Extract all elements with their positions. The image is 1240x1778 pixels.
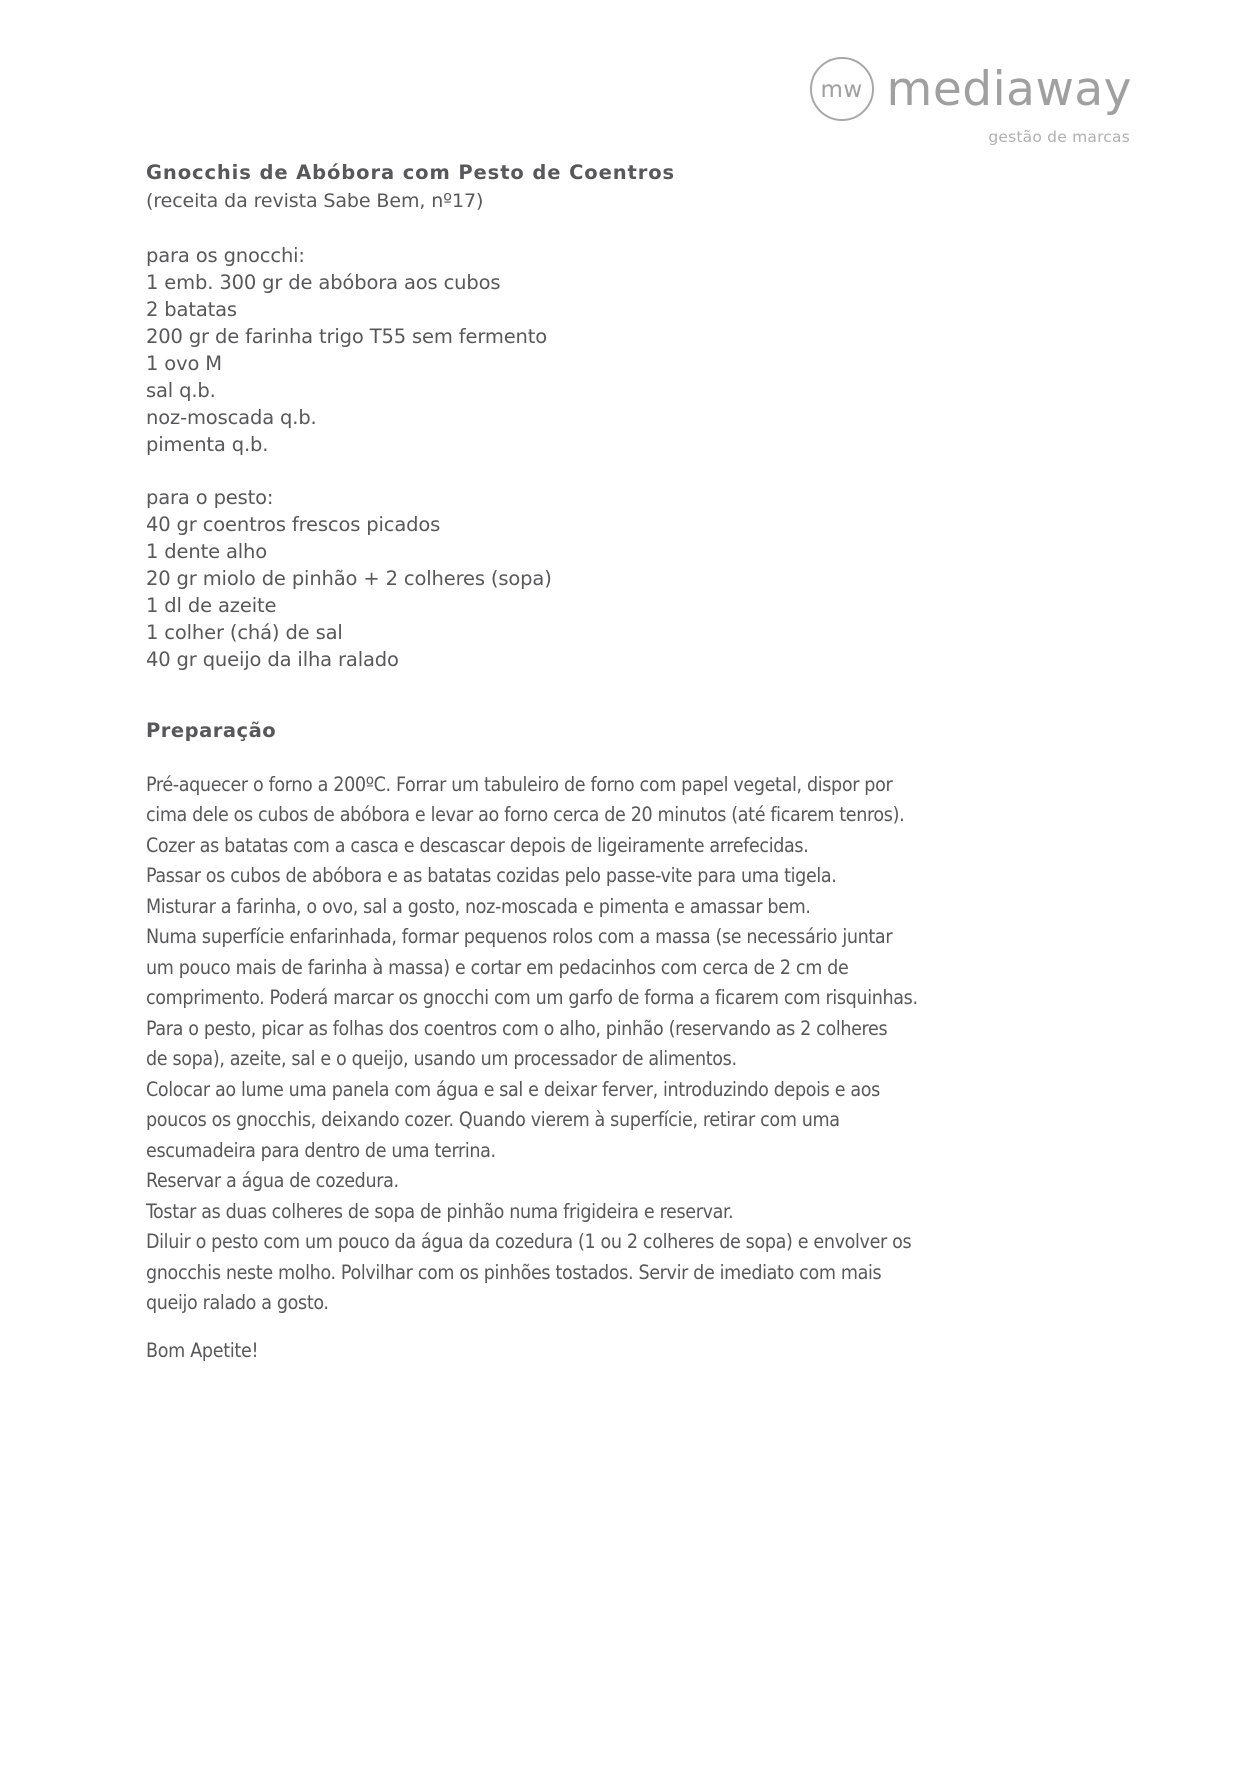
spacer	[146, 216, 976, 242]
logo-monogram-text: mw	[820, 76, 863, 103]
ingredient-item: 1 dente alho	[146, 539, 268, 563]
ingredient-item: 1 ovo M	[146, 351, 222, 375]
ingredient-item: noz-moscada q.b.	[146, 405, 317, 429]
ingredient-item: 20 gr miolo de pinhão + 2 colheres (sopa)	[146, 566, 552, 590]
preparation-line: escumadeira para dentro de uma terrina.	[146, 1138, 496, 1162]
preparation-line: de sopa), azeite, sal e o queijo, usando um processador de alimentos.	[146, 1047, 737, 1071]
ingredient-item: 1 emb. 300 gr de abóbora aos cubos	[146, 270, 501, 294]
spacer	[146, 1319, 976, 1336]
preparation-line: Colocar ao lume uma panela com água e sal e deixar ferver, introduzindo depois e aos	[146, 1077, 880, 1101]
preparation-body	[146, 770, 976, 1319]
preparation-line: comprimento. Poderá marcar os gnocchi com um garfo de forma a ficarem com risquinhas.	[146, 986, 918, 1010]
preparation-line: queijo ralado a gosto.	[146, 1291, 329, 1315]
ingredient-item: 200 gr de farinha trigo T55 sem fermento	[146, 324, 548, 348]
preparation-line: um pouco mais de farinha à massa) e cortar em pedacinhos com cerca de 2 cm de	[146, 955, 849, 979]
recipe-source: (receita da revista Sabe Bem, nº17)	[146, 190, 484, 213]
logo-row	[810, 57, 1132, 121]
ingredient-item: pimenta q.b.	[146, 432, 269, 456]
ingredient-item: 1 colher (chá) de sal	[146, 620, 343, 644]
recipe-title: Gnocchis de Abóbora com Pesto de Coentros	[146, 161, 676, 184]
spacer	[146, 744, 976, 770]
ingredient-item: 40 gr queijo da ilha ralado	[146, 647, 399, 671]
closing-message: Bom Apetite!	[146, 1338, 259, 1362]
ingredient-item: 1 dl de azeite	[146, 593, 277, 617]
mediaway-logo	[810, 57, 1132, 146]
preparation-line: poucos os gnocchis, deixando cozer. Quando vierem à superfície, retirar com uma	[146, 1108, 840, 1132]
spacer	[146, 458, 976, 484]
preparation-line: cima dele os cubos de abóbora e levar ao forno cerca de 20 minutos (até ficarem tenros).	[146, 803, 905, 827]
preparation-line: Tostar as duas colheres de sopa de pinhão numa frigideira e reservar.	[146, 1199, 734, 1223]
preparation-line: Pré-aquecer o forno a 200ºC. Forrar um tabuleiro de forno com papel vegetal, dispor por	[146, 772, 893, 796]
mw-circle-icon	[810, 57, 874, 121]
preparation-line: Reservar a água de cozedura.	[146, 1169, 399, 1193]
spacer	[146, 673, 976, 717]
preparation-line: Passar os cubos de abóbora e as batatas cozidas pelo passe-vite para uma tigela.	[146, 864, 837, 888]
logo-wordmark: mediaway	[886, 61, 1132, 117]
preparation-line: Para o pesto, picar as folhas dos coentros com o alho, pinhão (reservando as 2 colheres	[146, 1016, 888, 1040]
preparation-line: gnocchis neste molho. Polvilhar com os pinhões tostados. Servir de imediato com mais	[146, 1260, 882, 1284]
section-label-pesto: para o pesto:	[146, 485, 274, 509]
preparation-line: Misturar a farinha, o ovo, sal a gosto, noz-moscada e pimenta e amassar bem.	[146, 894, 811, 918]
ingredient-section-gnocchi	[146, 242, 976, 458]
logo-tagline: gestão de marcas	[988, 128, 1130, 146]
ingredient-item: sal q.b.	[146, 378, 216, 402]
preparation-line: Cozer as batatas com a casca e descascar depois de ligeiramente arrefecidas.	[146, 833, 809, 857]
preparation-line: Diluir o pesto com um pouco da água da cozedura (1 ou 2 colheres de sopa) e envolver os	[146, 1230, 912, 1254]
preparation-line: Numa superfície enfarinhada, formar pequenos rolos com a massa (se necessário juntar	[146, 925, 893, 949]
ingredient-item: 2 batatas	[146, 297, 237, 321]
recipe-document	[146, 160, 976, 1366]
ingredient-section-pesto	[146, 484, 976, 673]
ingredient-item: 40 gr coentros frescos picados	[146, 512, 441, 536]
preparation-heading: Preparação	[146, 718, 277, 742]
section-label-gnocchi: para os gnocchi:	[146, 243, 305, 267]
